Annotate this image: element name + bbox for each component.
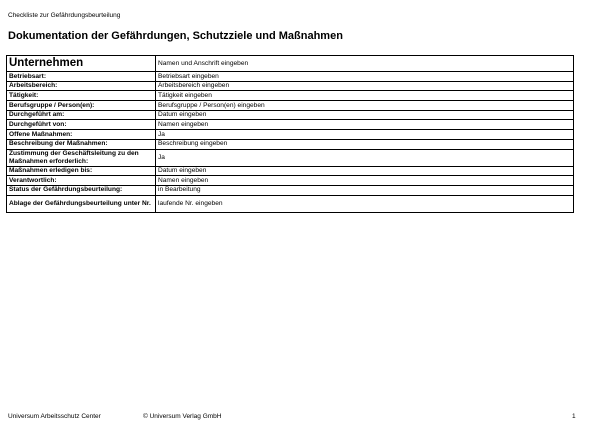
row-label: Arbeitsbereich: [7,81,156,91]
betriebsart-field[interactable]: Betriebsart eingeben [156,72,574,82]
zustimmung-field[interactable]: Ja [156,149,574,166]
footer-copyright: © Universum Verlag GmbH [143,413,222,420]
page-number: 1 [572,413,576,420]
table-row [7,130,574,140]
verantwortlich-field[interactable]: Namen eingeben [156,176,574,186]
row-label: Unternehmen [7,56,156,72]
document-title: Dokumentation der Gefährdungen, Schutzziele und Maßnahmen [8,30,343,42]
footer-left: Universum Arbeitsschutz Center [8,413,101,420]
table-row [7,120,574,130]
table-row [7,195,574,212]
row-label: Verantwortlich: [7,176,156,186]
table-row-unternehmen [7,56,574,72]
company-field[interactable]: Namen und Anschrift eingeben [156,56,574,72]
table-row [7,149,574,166]
beschreibung-field[interactable]: Beschreibung eingeben [156,139,574,149]
table-row [7,101,574,111]
table-row [7,176,574,186]
offene-massnahmen-field[interactable]: Ja [156,130,574,140]
row-label: Durchgeführt am: [7,110,156,120]
row-label: Status der Gefährdungsbeurteilung: [7,185,156,195]
row-label: Maßnahmen erledigen bis: [7,166,156,176]
document-header-small: Checkliste zur Gefährdungsbeurteilung [8,12,121,19]
row-label: Tätigkeit: [7,91,156,101]
row-label: Durchgeführt von: [7,120,156,130]
row-label: Betriebsart: [7,72,156,82]
berufsgruppe-field[interactable]: Berufsgruppe / Person(en) eingeben [156,101,574,111]
table-row [7,166,574,176]
row-label: Ablage der Gefährdungsbeurteilung unter Nr. [7,195,156,212]
row-label: Offene Maßnahmen: [7,130,156,140]
erledigen-bis-field[interactable]: Datum eingeben [156,166,574,176]
durchgefuehrt-am-field[interactable]: Datum eingeben [156,110,574,120]
row-label: Beschreibung der Maßnahmen: [7,139,156,149]
table-row [7,81,574,91]
table-row [7,91,574,101]
table-row [7,72,574,82]
table-row [7,139,574,149]
ablage-field[interactable]: laufende Nr. eingeben [156,195,574,212]
arbeitsbereich-field[interactable]: Arbeitsbereich eingeben [156,81,574,91]
durchgefuehrt-von-field[interactable]: Namen eingeben [156,120,574,130]
taetigkeit-field[interactable]: Tätigkeit eingeben [156,91,574,101]
row-label: Berufsgruppe / Person(en): [7,101,156,111]
status-field[interactable]: in Bearbeitung [156,185,574,195]
table-row [7,185,574,195]
assessment-table [6,55,574,213]
row-label: Zustimmung der Geschäftsleitung zu den Maßnahmen erforderlich: [7,149,156,166]
table-row [7,110,574,120]
